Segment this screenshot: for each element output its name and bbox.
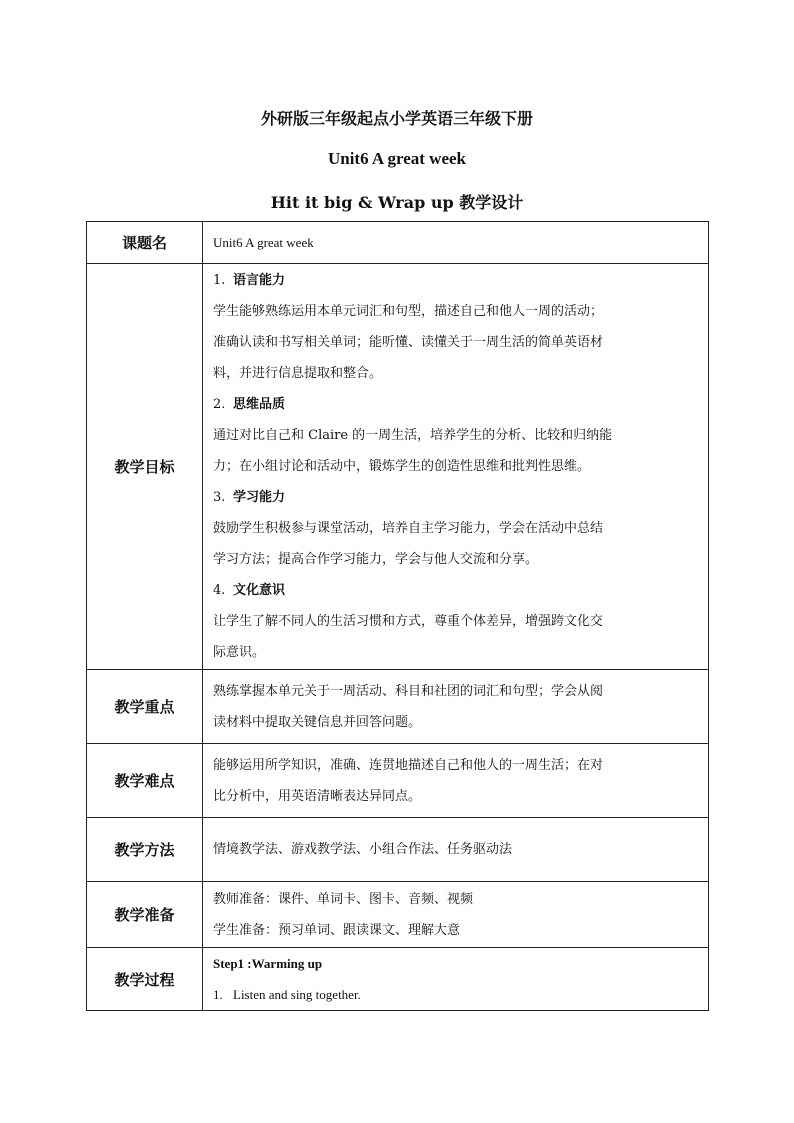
key-points-content: 熟练掌握本单元关于一周活动、科目和社团的词汇和句型；学会从阅 读材料中提取关键信息并回答问题。: [203, 670, 709, 744]
label-methods: 教学方法: [87, 818, 203, 882]
goal-line: 学生能够熟练运用本单元词汇和句型，描述自己和他人一周的活动；: [213, 304, 604, 319]
row-preparation: [87, 882, 709, 948]
goal-heading: 3. 学习能力: [213, 490, 286, 505]
document-title: 外研版三年级起点小学英语三年级下册: [260, 109, 533, 128]
goal-line: 料，并进行信息提取和整合。: [213, 366, 383, 381]
row-methods: [87, 818, 709, 882]
goal-line: 学习方法；提高合作学习能力，学会与他人交流和分享。: [213, 552, 539, 567]
goal-line: 准确认读和书写相关单词；能听懂、读懂关于一周生活的简单英语材: [213, 335, 604, 350]
goal-heading: 1. 语言能力: [213, 273, 286, 288]
goal-heading: 2. 思维品质: [213, 397, 286, 412]
unit-title: Unit6 A great week: [327, 149, 467, 168]
row-topic: [87, 222, 709, 264]
row-key-points: [87, 670, 709, 744]
goal-heading: 4. 文化意识: [213, 583, 286, 598]
label-preparation: 教学准备: [87, 882, 203, 948]
goal-line: 让学生了解不同人的生活习惯和方式，尊重个体差异，增强跨文化交: [213, 614, 604, 629]
process-content: [203, 948, 709, 1011]
goal-line: 通过对比自己和 Claire 的一周生活，培养学生的分析、比较和归纳能: [213, 428, 613, 443]
difficulties-content: 能够运用所学知识，准确、连贯地描述自己和他人的一周生活；在对 比分析中，用英语清晰表达异同点。: [203, 744, 709, 818]
goal-line: 鼓励学生积极参与课堂活动，培养自主学习能力，学会在活动中总结: [213, 521, 604, 536]
topic-value: Unit6 A great week: [203, 222, 709, 264]
goal-line: 力；在小组讨论和活动中，锻炼学生的创造性思维和批判性思维。: [213, 459, 591, 474]
lesson-title: Hit it big & Wrap up 教学设计: [270, 193, 524, 212]
row-difficulties: [87, 744, 709, 818]
label-key-points: 教学重点: [87, 670, 203, 744]
label-difficulties: 教学难点: [87, 744, 203, 818]
goal-line: 际意识。: [213, 645, 266, 660]
process-step: Step1 :Warming up: [213, 956, 323, 971]
goals-content: [203, 264, 709, 670]
label-process: 教学过程: [87, 948, 203, 1011]
methods-content: 情境教学法、游戏教学法、小组合作法、任务驱动法: [203, 818, 709, 882]
lesson-plan-table: [86, 221, 709, 1011]
process-item: 1. Listen and sing together.: [213, 987, 361, 1002]
row-process: [87, 948, 709, 1011]
label-topic: 课题名: [87, 222, 203, 264]
label-goals: 教学目标: [87, 264, 203, 670]
row-goals: [87, 264, 709, 670]
preparation-content: 教师准备：课件、单词卡、图卡、音频、视频 学生准备：预习单词、跟读课文、理解大意: [203, 882, 709, 948]
